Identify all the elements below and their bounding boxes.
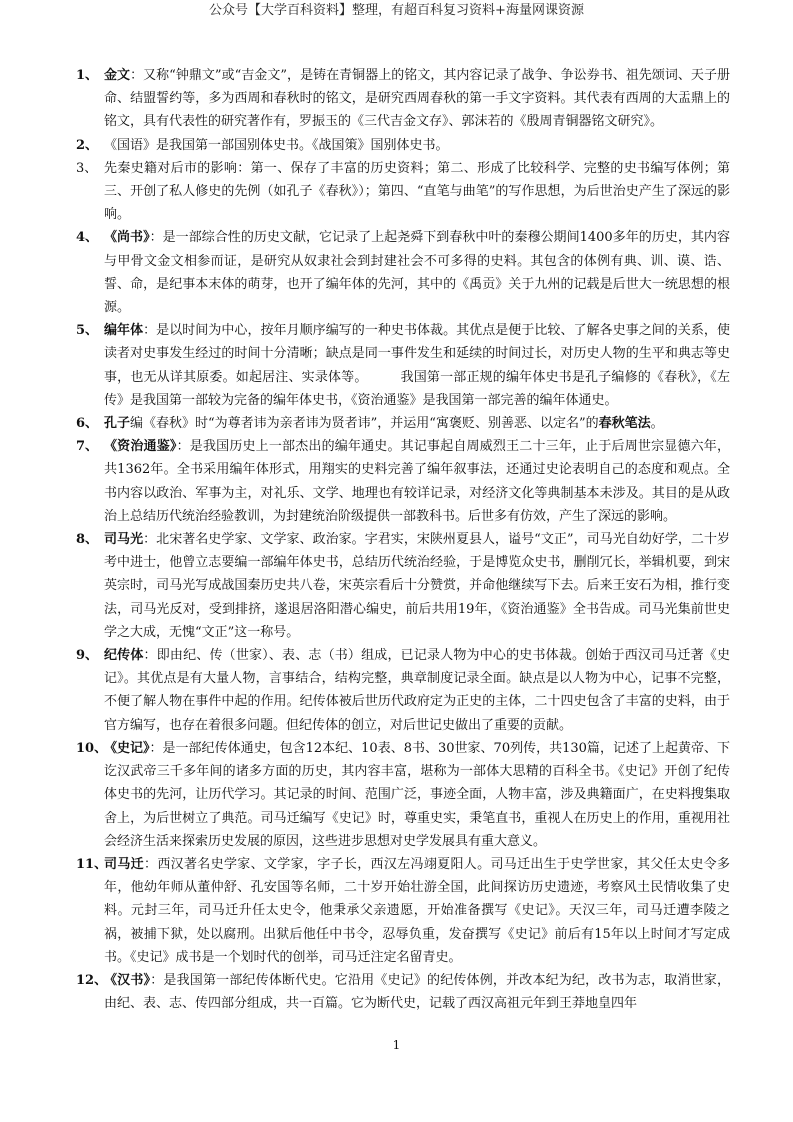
item-separator: ： — [149, 230, 163, 246]
item-number: 3、 — [76, 160, 98, 176]
item-text: 即由纪、传（世家）、表、志（书）组成，已记录人物为中心的史书体裁。创始于西汉司马迁著《史记》。其优点是有大量人物，言事结合，结构完整，典章制度记录全面。缺点是以人物为中心，记事不完整，不便了解人物在事件中起的作用。纪传体被后世历代政府定为正史的主体，二十四史包含了丰富的史料，由于官方编写，也存在着很多问题。但纪传体的创立，对后世记史做出了重要的贡献。 — [104, 648, 730, 733]
item-term: 《资治通鉴》 — [104, 439, 177, 455]
item-term: 司马迁 — [104, 856, 144, 872]
item-number: 9、 — [76, 648, 99, 664]
item-text: 是一部纪传体通史，包含12本纪、10表、8书、30世家、70列传，共130篇，记述了上起黄帝、下讫汉武帝三千多年间的诸多方面的历史，其内容丰富，堪称为一部体大思精的百科全书。《史记》开创了纪传体史书的先河，让历代学习。其记录的时间、范围广泛，事迹全面，人物丰富，涉及典籍面广，在史料搜集取舍上，为后世树立了典范。司马迁编写《史记》时，尊重史实，秉笔直书，重视人在历史上的作用，重视用社会经济生活来探索历史发展的原因，这些进步思想对史学发展具有重大意义。 — [104, 740, 730, 849]
item-number: 5、 — [76, 323, 99, 339]
item-separator: ： — [143, 323, 157, 339]
list-item — [70, 737, 730, 853]
item-term: 金文 — [104, 68, 131, 83]
list-item — [70, 226, 730, 319]
item-separator: ： — [143, 856, 158, 872]
item-text: 是我国历史上一部杰出的编年通史。其记事起自周威烈王二十三年，止于后周世宗显德六年，共1362年。全书采用编年体形式，用翔实的史料完善了编年叙事法，还通过史论表明自己的态度和观点。全书内容以政治、军事为主，对礼乐、文学、地理也有较详记录，对经济文化等典制基本未涉及。其目的是从政治上总结历代统治经验教训，为封建统治阶级提供一部教科书。后世多有仿效，产生了深远的影响。 — [104, 439, 730, 524]
list-item — [70, 134, 730, 157]
item-number: 7、 — [76, 439, 99, 455]
item-separator: ： — [130, 68, 144, 83]
item-text: 编《春秋》时“为尊者讳为亲者讳为贤者讳”，并运用“寓褒贬、别善恶、以定名”的 — [130, 416, 599, 432]
item-term: 孔子 — [104, 416, 131, 432]
list-item — [70, 435, 730, 528]
list-item — [70, 969, 730, 1015]
item-separator: ： — [176, 439, 190, 455]
item-separator: ： — [149, 740, 163, 756]
item-emphasis: 春秋笔法 — [598, 416, 651, 432]
item-text: 北宋著名史学家、文学家、政治家。字君实，宋陕州夏县人，谥号“文正”，司马光自幼好学，二十岁考中进士，他曾立志要编一部编年体史书，总结历代统治经验，于是博览众史书，删削冗长，举辑机要，到宋英宗时，司马光写成战国秦历史共八卷，宋英宗看后十分赞赏，并命他继续写下去。后来王安石为相，推行变法，司马光反对，受到排挤，遂退居洛阳潜心编史，前后共用19年，《资治通鉴》全书告成。司马光集前世史学之大成，无愧“文正”这一称号。 — [104, 532, 730, 640]
list-item — [70, 528, 730, 644]
item-number: 4、 — [76, 230, 99, 246]
item-text: 是我国第一部纪传体断代史。它沿用《史记》的纪传体例，并改本纪为纪，改书为志，取消世家，由纪、表、志、传四部分组成，共一百篇。它为断代史，记载了西汉高祖元年到王莽地皇四年 — [104, 972, 730, 1012]
list-item — [70, 319, 730, 412]
page-number: 1 — [392, 1038, 401, 1052]
item-number: 1、 — [76, 68, 99, 83]
item-text: 是一部综合性的历史文献，它记录了上起尧舜下到春秋中叶的秦穆公期间1400多年的历史，其内容与甲骨文金文相参而证，是研究从奴隶社会到封建社会不可多得的史料。其包含的体例有典、训、谟、诰、誓、命，是纪事本末体的萌芽，也开了编年体的先河，其中的《禹贡》关于九州的记载是后世大一统思想的根源。 — [104, 230, 730, 316]
item-term: 编年体 — [104, 323, 144, 339]
item-term: 司马光 — [104, 532, 144, 548]
list-item — [70, 157, 730, 227]
item-number: 8、 — [76, 532, 99, 548]
item-term: 纪传体 — [104, 648, 144, 664]
item-number: 11、 — [76, 856, 108, 872]
item-separator: ： — [150, 972, 164, 988]
item-number: 2、 — [76, 137, 99, 153]
page-header: 公众号【大学百科资料】整理，有超百科复习资料+海量网课资源 — [209, 3, 584, 18]
item-number: 12、 — [76, 972, 108, 988]
item-term: 《汉书》 — [104, 972, 151, 988]
item-term: 《尚书》 — [104, 230, 150, 246]
item-text: 又称“钟鼎文”或“吉金文”，是铸在青铜器上的铭文，其内容记录了战争、争讼券书、祖先颂词、天子册命、结盟誓约等，多为西周和春秋时的铭文，是研究西周春秋的第一手文字资料。其代表有西周的大盂鼎上的铭文，具有代表性的研究著作有，罗振玉的《三代吉金文存》、郭沫若的《殷周青铜器铭文研究》。 — [104, 68, 730, 130]
item-term: 《史记》 — [104, 740, 150, 756]
list-item — [70, 64, 730, 134]
item-separator: ： — [143, 532, 157, 548]
item-number: 6、 — [76, 416, 99, 432]
item-text: 西汉著名史学家、文学家，字子长，西汉左冯翊夏阳人。司马迁出生于史学世家，其父任太史令多年，他幼年师从董仲舒、孔安国等名师，二十岁开始壮游全国，此间探访历史遗迹，考察风土民情收集了史料。元封三年，司马迁升任太史令，他秉承父亲遗愿，开始准备撰写《史记》。天汉三年，司马迁遭李陵之祸，被捕下狱，处以腐刑。出狱后他任中书令，忍辱负重，发奋撰写《史记》前后有15年以上时间才写定成书。《史记》成书是一个划时代的创举，司马迁注定名留青史。 — [104, 856, 730, 965]
list-item — [70, 853, 730, 969]
item-end: 。 — [650, 416, 664, 432]
item-number: 10、 — [76, 740, 108, 756]
document-body — [70, 64, 730, 1015]
item-separator: ： — [143, 648, 157, 664]
item-text: 先秦史籍对后市的影响：第一、保存了丰富的历史资料；第二、形成了比较科学、完整的史书编写体例；第三、开创了私人修史的先例（如孔子《春秋》）；第四、“直笔与曲笔”的写作思想，为后世治史产生了深远的影响。 — [104, 160, 730, 223]
list-item — [70, 644, 730, 737]
item-text: 《国语》是我国第一部国别体史书。《战国策》国别体史书。 — [104, 137, 449, 153]
list-item — [70, 412, 730, 435]
item-text: 是以时间为中心，按年月顺序编写的一种史书体裁。其优点是便于比较、了解各史事之间的关系，使读者对史事发生经过的时间十分清晰；缺点是同一事件发生和延续的时间过长，对历史人物的生平和典志等史事，也无从详其原委。如起居注、实录体等。 我国第一部正规的编年体史书是孔子编修的《春秋》，《左传》是我国第一部较为完备的编年体史书，《资治通鉴》是我国第一部完善的编年体通史。 — [104, 323, 730, 408]
